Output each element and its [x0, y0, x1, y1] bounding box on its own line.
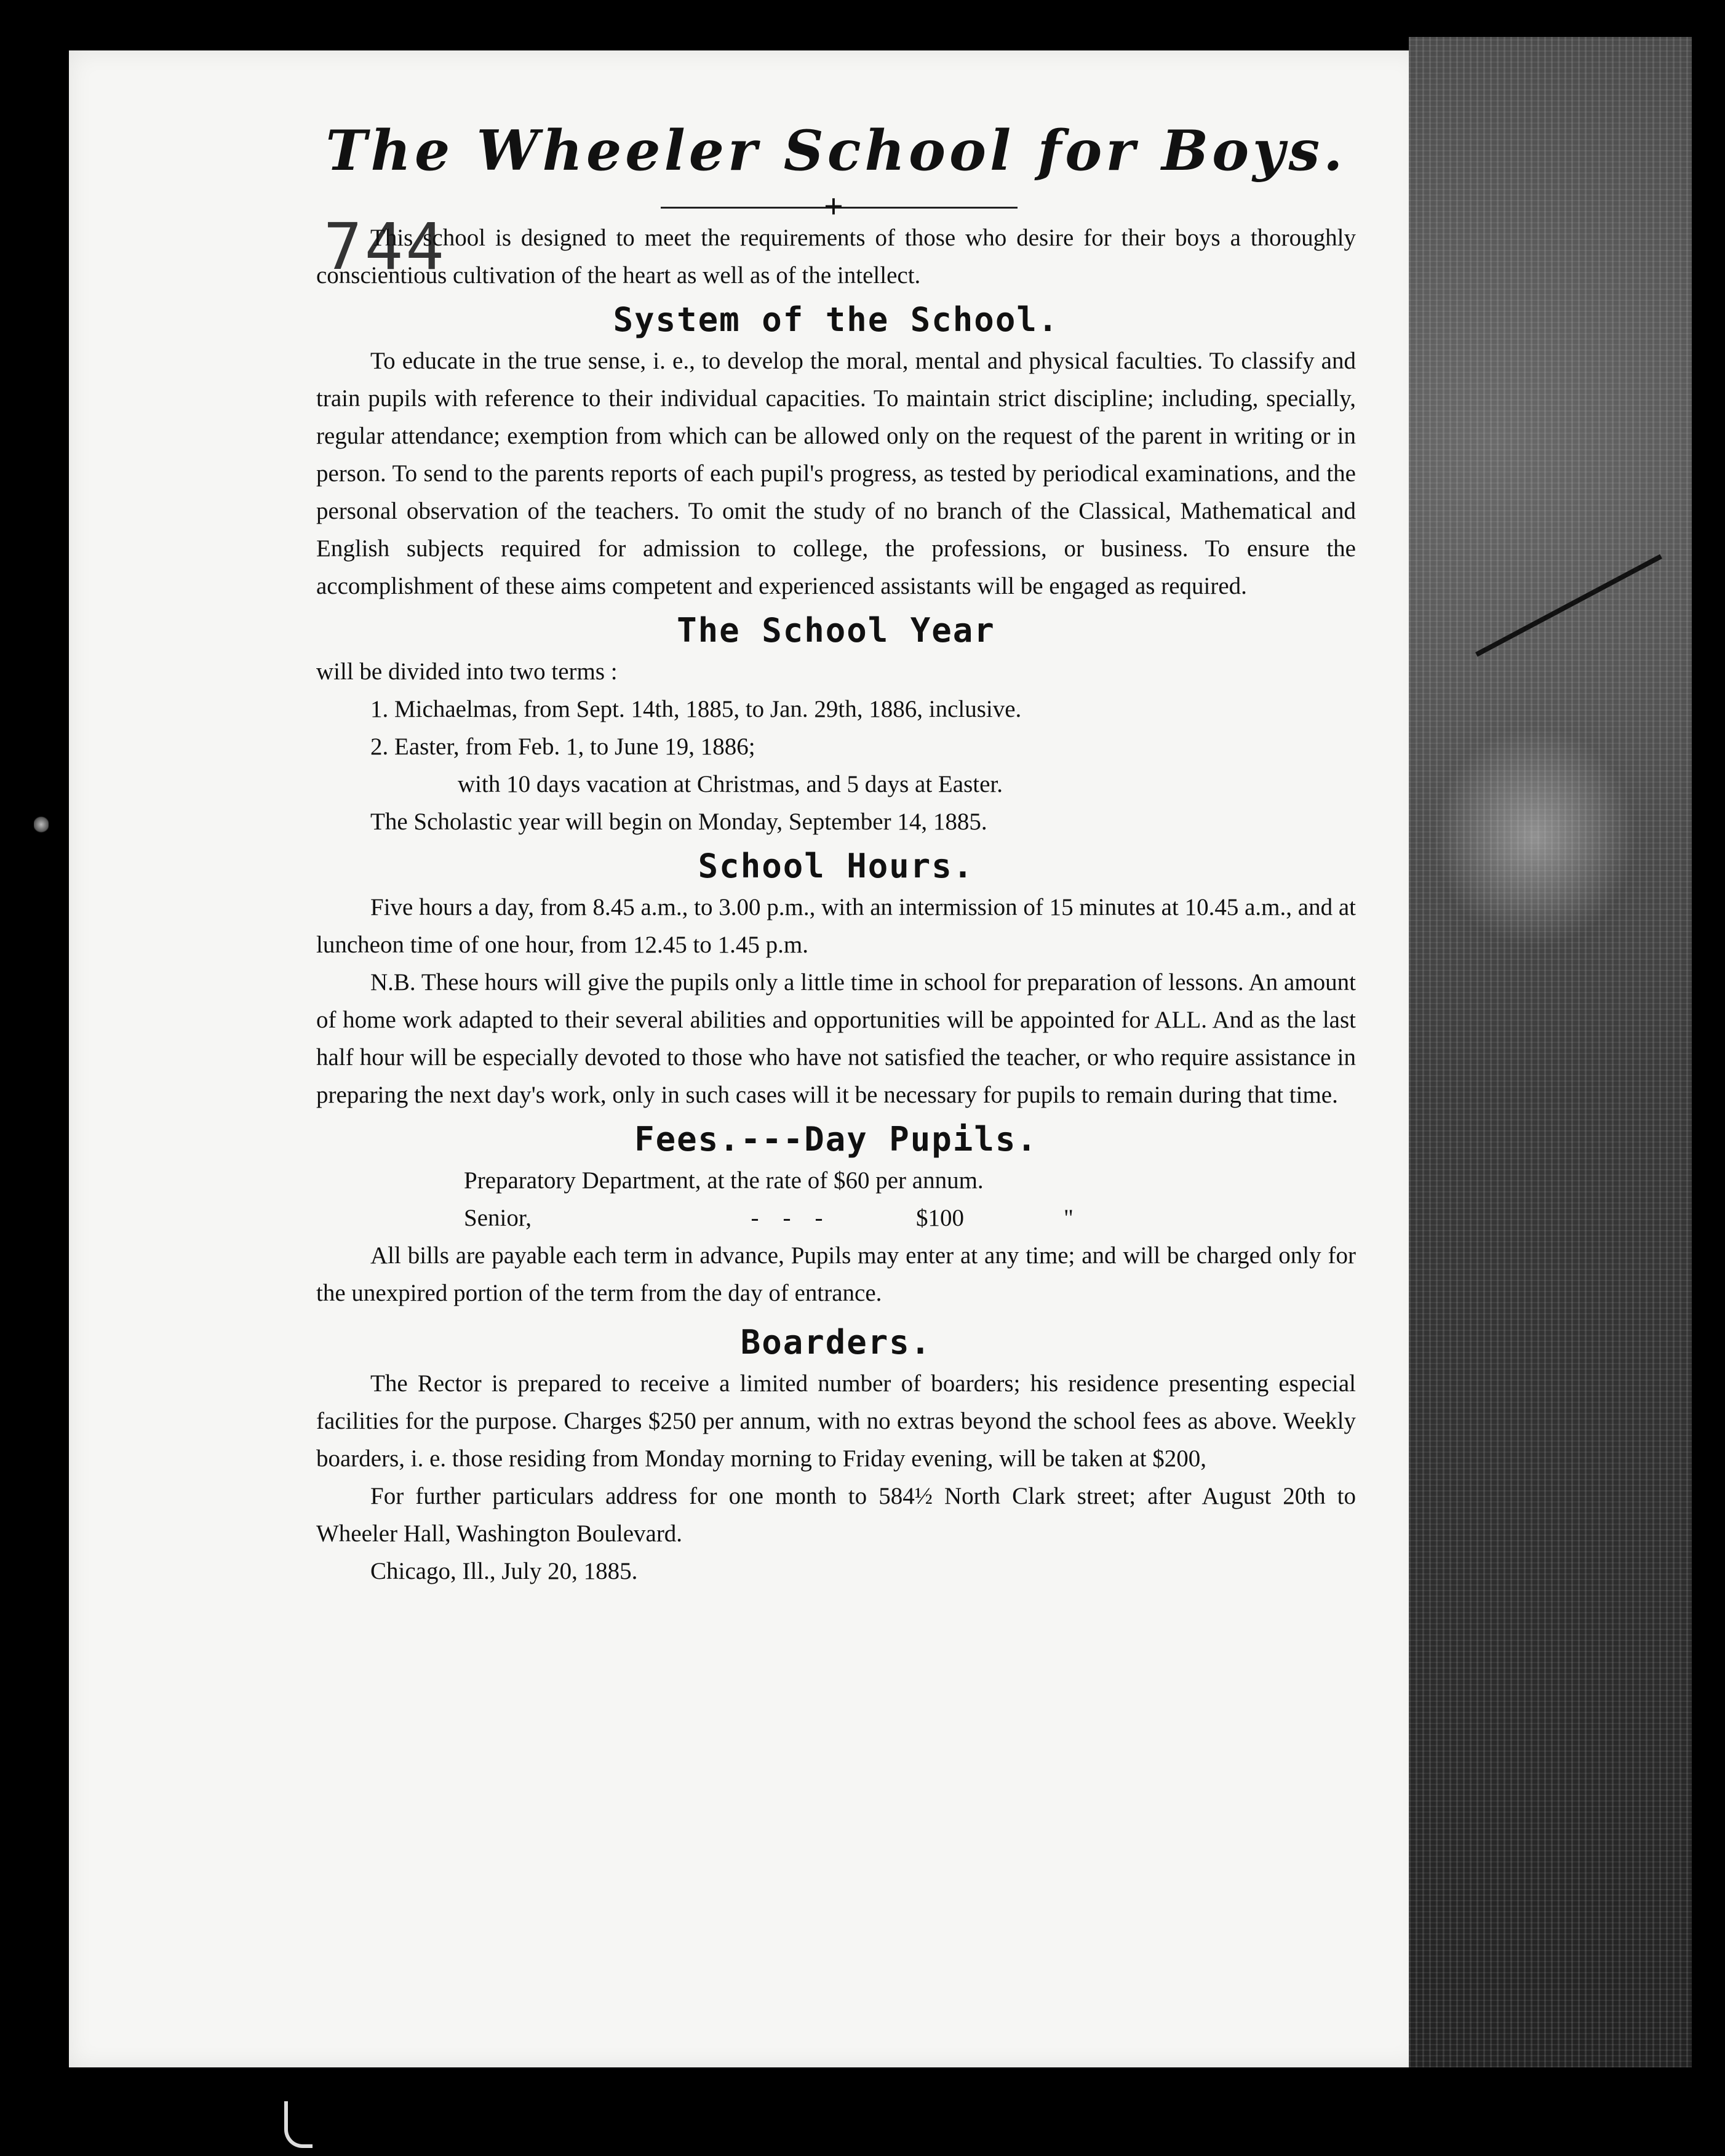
system-paragraph: To educate in the true sense, i. e., to develop the moral, mental and physical faculties. To classify and train pupils with reference to their individual capacities. To maintain strict discipline; including, specially, regular attendance; exemption from which can be allowed only on the request of the parent in writing or in person. To send to the parents reports of each pupil's progress, as tested by periodical examinations, and the personal observation of the teachers. To omit the study of no branch of the Classical, Mathematical and English subjects required for admission to college, the professions, or business. To ensure the accomplishment of these aims competent and experienced assistants will be engaged as required. — [316, 348, 1356, 599]
year-heading: The School Year — [677, 611, 995, 650]
dateline: Chicago, Ill., July 20, 1885. — [370, 1558, 638, 1584]
hours-heading: School Hours. — [698, 847, 974, 885]
intro-paragraph: This school is designed to meet the requirements of those who desire for their boys a thoroughly conscientious cultivation of the heart as well as of the intellect. — [316, 225, 1356, 289]
year-section — [316, 653, 1356, 840]
boarders-paragraph: The Rector is prepared to receive a limited number of boarders; his residence presenting especial facilities for the purpose. Charges $250 per annum, with no extras beyond the school fees as above. Weekly boarders, i. e. those residing from Monday morning to Friday evening, will be taken at $200, — [316, 1370, 1356, 1472]
term-item: 2. Easter, from Feb. 1, to June 19, 1886; — [370, 733, 755, 760]
hours-note: N.B. These hours will give the pupils only a little time in school for preparation of lessons. An amount of home work adapted to their several abilities and opportunities will be appointed for ALL. And as the last half hour will be especially devoted to those who have not satisfied the teacher, or who require assistance in preparing the next day's work, only in such cases will it be necessary for pupils to remain during that time. — [316, 969, 1356, 1108]
hours-paragraph: Five hours a day, from 8.45 a.m., to 3.00 p.m., with an intermission of 15 minutes at 10.45 a.m., and at luncheon time of one hour, from 12.45 to 1.45 p.m. — [316, 894, 1356, 958]
title-rule — [316, 188, 1356, 226]
fees-heading: Fees.---Day Pupils. — [634, 1120, 1038, 1159]
catalog-number: 744 — [324, 209, 447, 284]
document-body — [316, 111, 1356, 1590]
cross-ornament-icon: + — [824, 188, 843, 226]
page-title: The Wheeler School for Boys. — [325, 118, 1347, 183]
scan-speck — [34, 815, 49, 834]
address-paragraph: For further particulars address for one month to 584½ North Clark street; after August 20th to Wheeler Hall, Washington Boulevard. — [316, 1483, 1356, 1547]
fee-dashes: - - - — [751, 1205, 823, 1231]
binding-strip — [1409, 37, 1692, 2067]
system-heading: System of the School. — [613, 300, 1059, 339]
term-item: 1. Michaelmas, from Sept. 14th, 1885, to Jan. 29th, 1886, inclusive. — [370, 696, 1022, 722]
year-lead: will be divided into two terms : — [316, 658, 618, 685]
binding-stain — [1433, 726, 1636, 948]
fee-row-preparatory — [316, 1162, 1356, 1199]
fees-paragraph: All bills are payable each term in advance, Pupils may enter at any time; and will be charged only for the unexpired portion of the term from the day of entrance. — [316, 1242, 1356, 1306]
year-begin-note: The Scholastic year will begin on Monday, September 14, 1885. — [370, 808, 987, 835]
fee-label: Senior, — [464, 1205, 532, 1231]
scan-artifact — [284, 2101, 313, 2148]
fee-row-senior — [316, 1199, 1356, 1237]
fee-text: Preparatory Department, at the rate of $60 per annum. — [464, 1167, 984, 1194]
fee-ditto: " — [1064, 1205, 1074, 1231]
boarders-heading: Boarders. — [740, 1323, 932, 1362]
fee-amount: $100 — [916, 1205, 964, 1231]
vacation-note: with 10 days vacation at Christmas, and 5 days at Easter. — [458, 771, 1003, 797]
